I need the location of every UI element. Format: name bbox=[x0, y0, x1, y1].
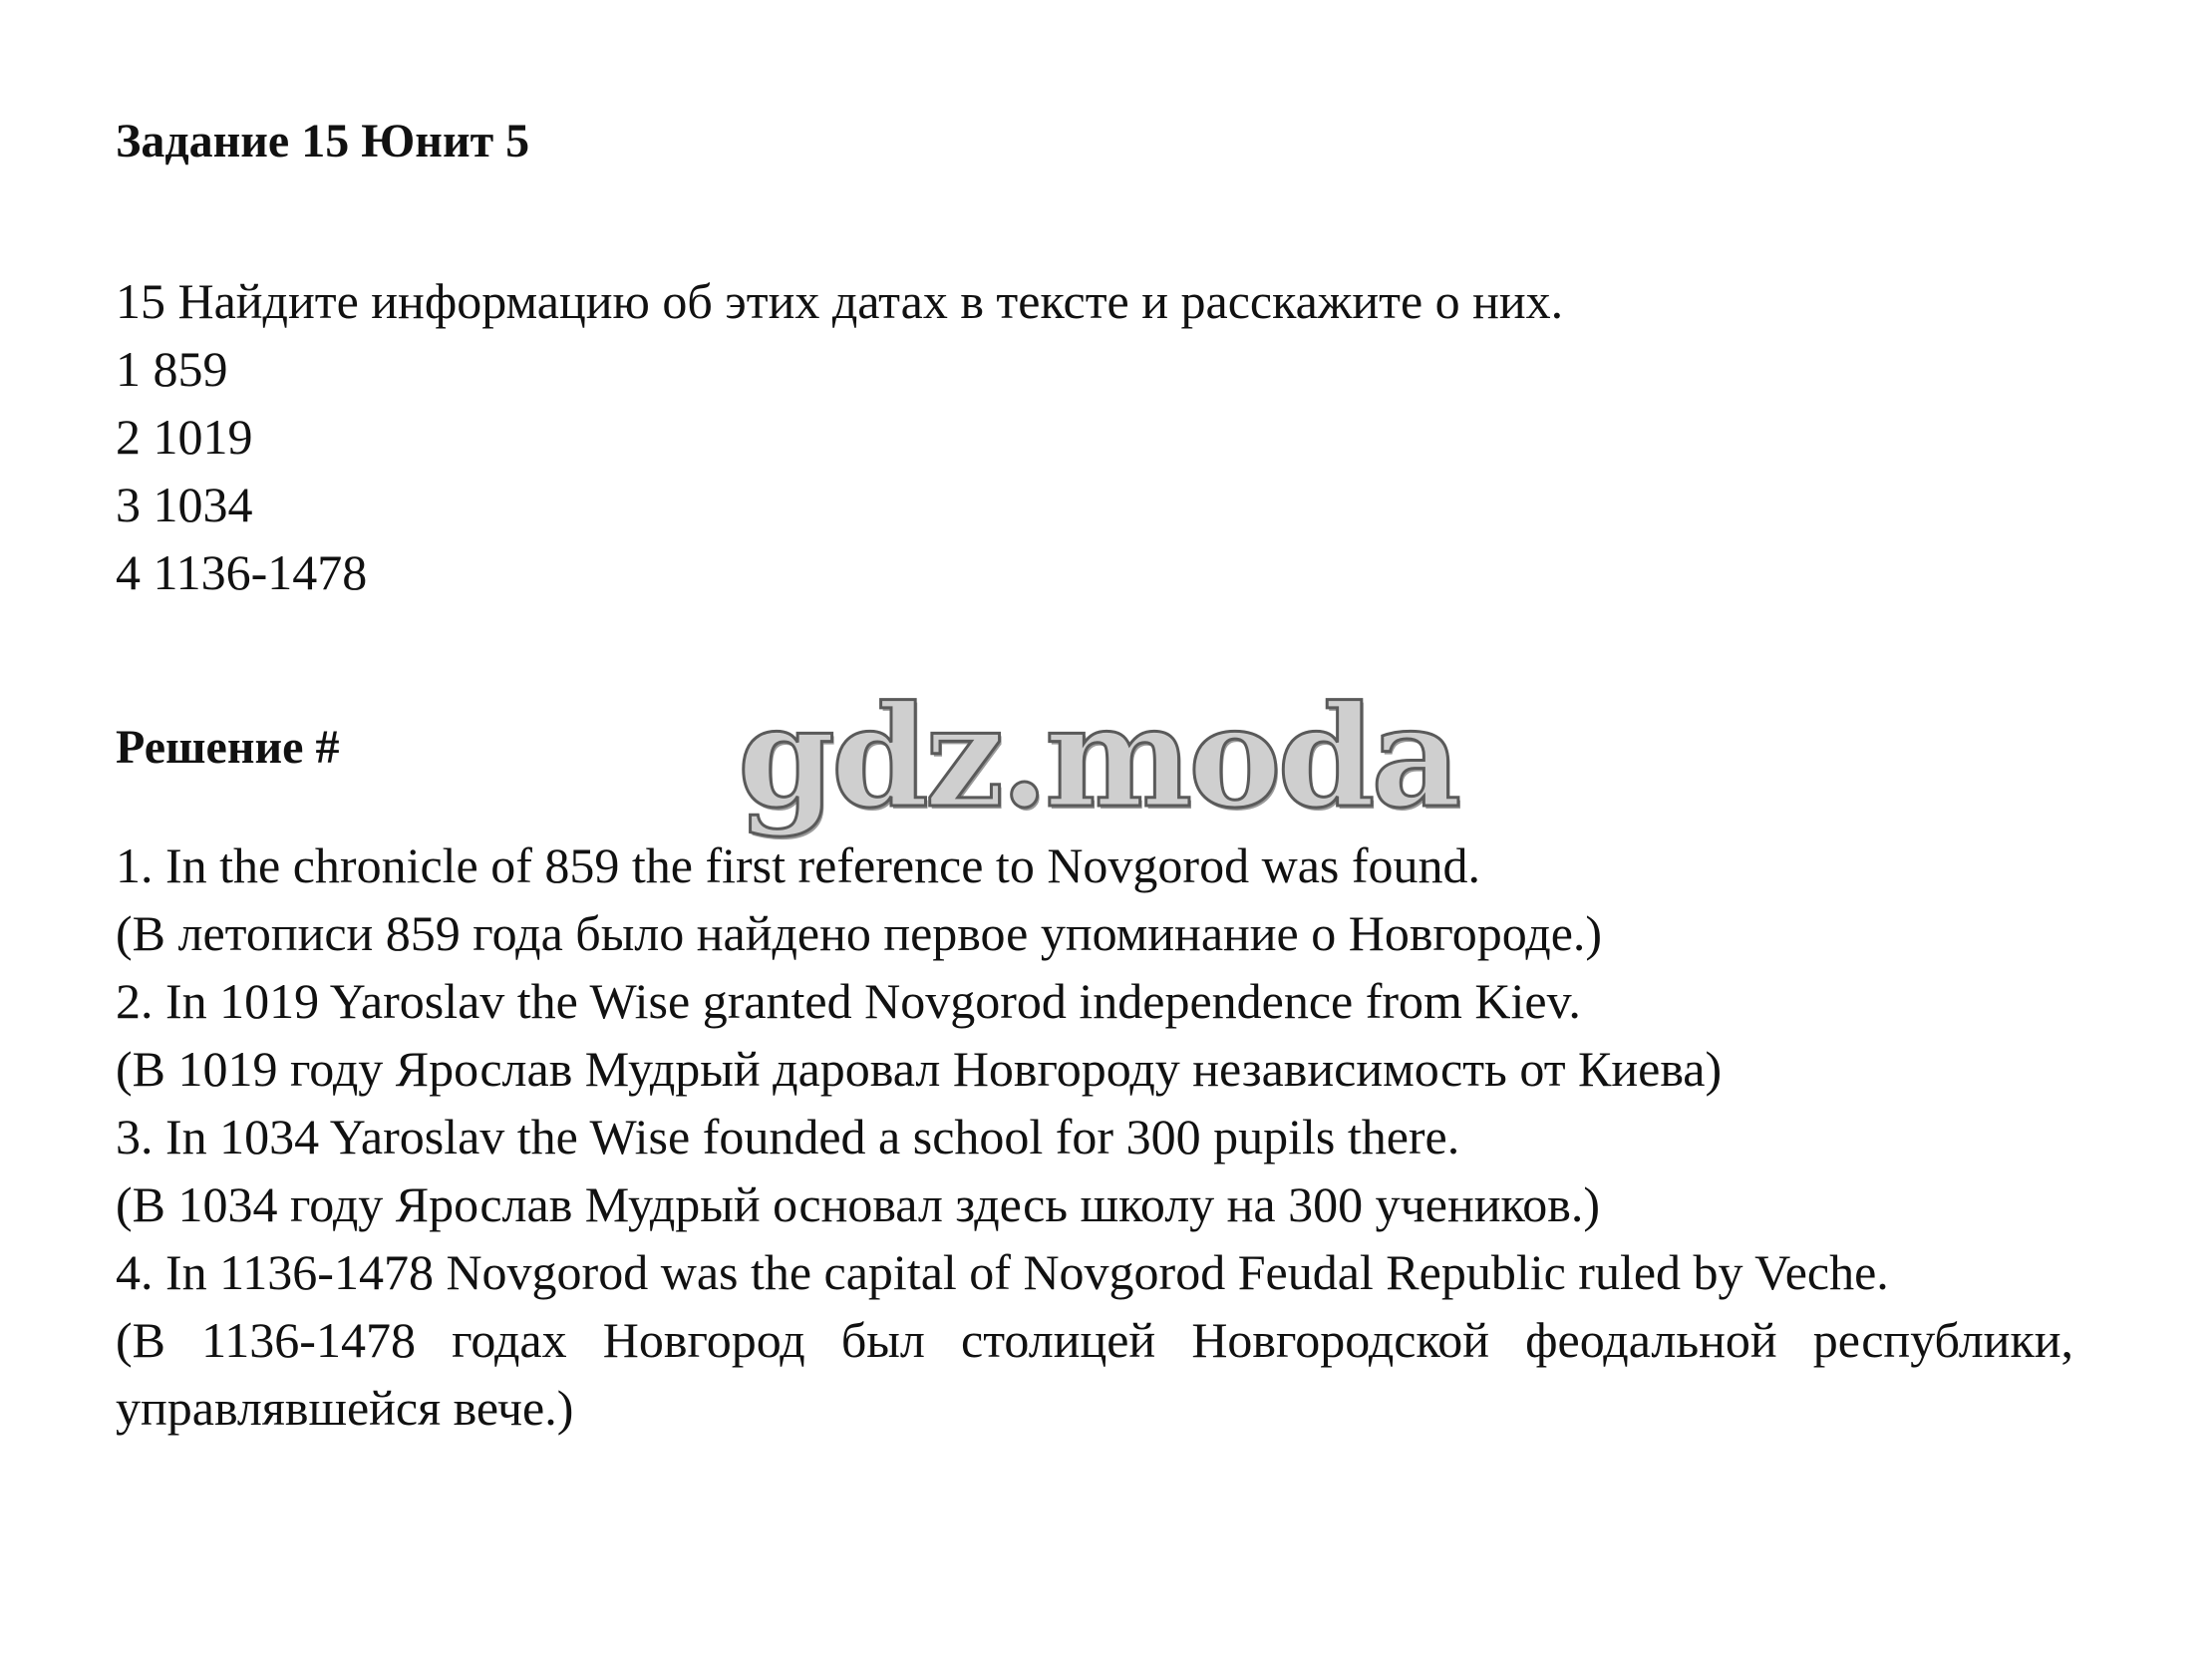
solution-heading: Решение # bbox=[116, 721, 340, 774]
task-title: Задание 15 Юнит 5 bbox=[116, 115, 530, 167]
answer-2-ru: (В 1019 году Ярослав Мудрый даровал Новгороду независимость от Киева) bbox=[116, 1041, 1723, 1097]
date-item-3: 3 1034 bbox=[116, 477, 253, 532]
date-item-1: 1 859 bbox=[116, 341, 228, 397]
watermark-logo: gdz.moda bbox=[738, 676, 1458, 839]
answer-4-ru: (В 1136-1478 годах Новгород был столицей Новгородской феодальной республики, управлявшейся вече.) bbox=[116, 1312, 2073, 1436]
task-prompt: 15 Найдите информацию об этих датах в тексте и расскажите о них. bbox=[116, 273, 1564, 329]
date-item-4: 4 1136-1478 bbox=[116, 544, 368, 600]
task-block bbox=[116, 267, 2069, 606]
answer-4-en: 4. In 1136-1478 Novgorod was the capital of Novgorod Feudal Republic ruled by Veche. bbox=[116, 1244, 1889, 1300]
answer-1-ru: (В летописи 859 года было найдено первое упоминание о Новгороде.) bbox=[116, 905, 1603, 961]
solution-answers bbox=[116, 831, 2073, 1442]
answer-2-en: 2. In 1019 Yaroslav the Wise granted Novgorod independence from Kiev. bbox=[116, 973, 1581, 1029]
answer-3-en: 3. In 1034 Yaroslav the Wise founded a school for 300 pupils there. bbox=[116, 1109, 1460, 1164]
answer-3-ru: (В 1034 году Ярослав Мудрый основал здесь школу на 300 учеников.) bbox=[116, 1176, 1600, 1232]
date-item-2: 2 1019 bbox=[116, 409, 253, 465]
answer-1-en: 1. In the chronicle of 859 the first reference to Novgorod was found. bbox=[116, 837, 1480, 893]
